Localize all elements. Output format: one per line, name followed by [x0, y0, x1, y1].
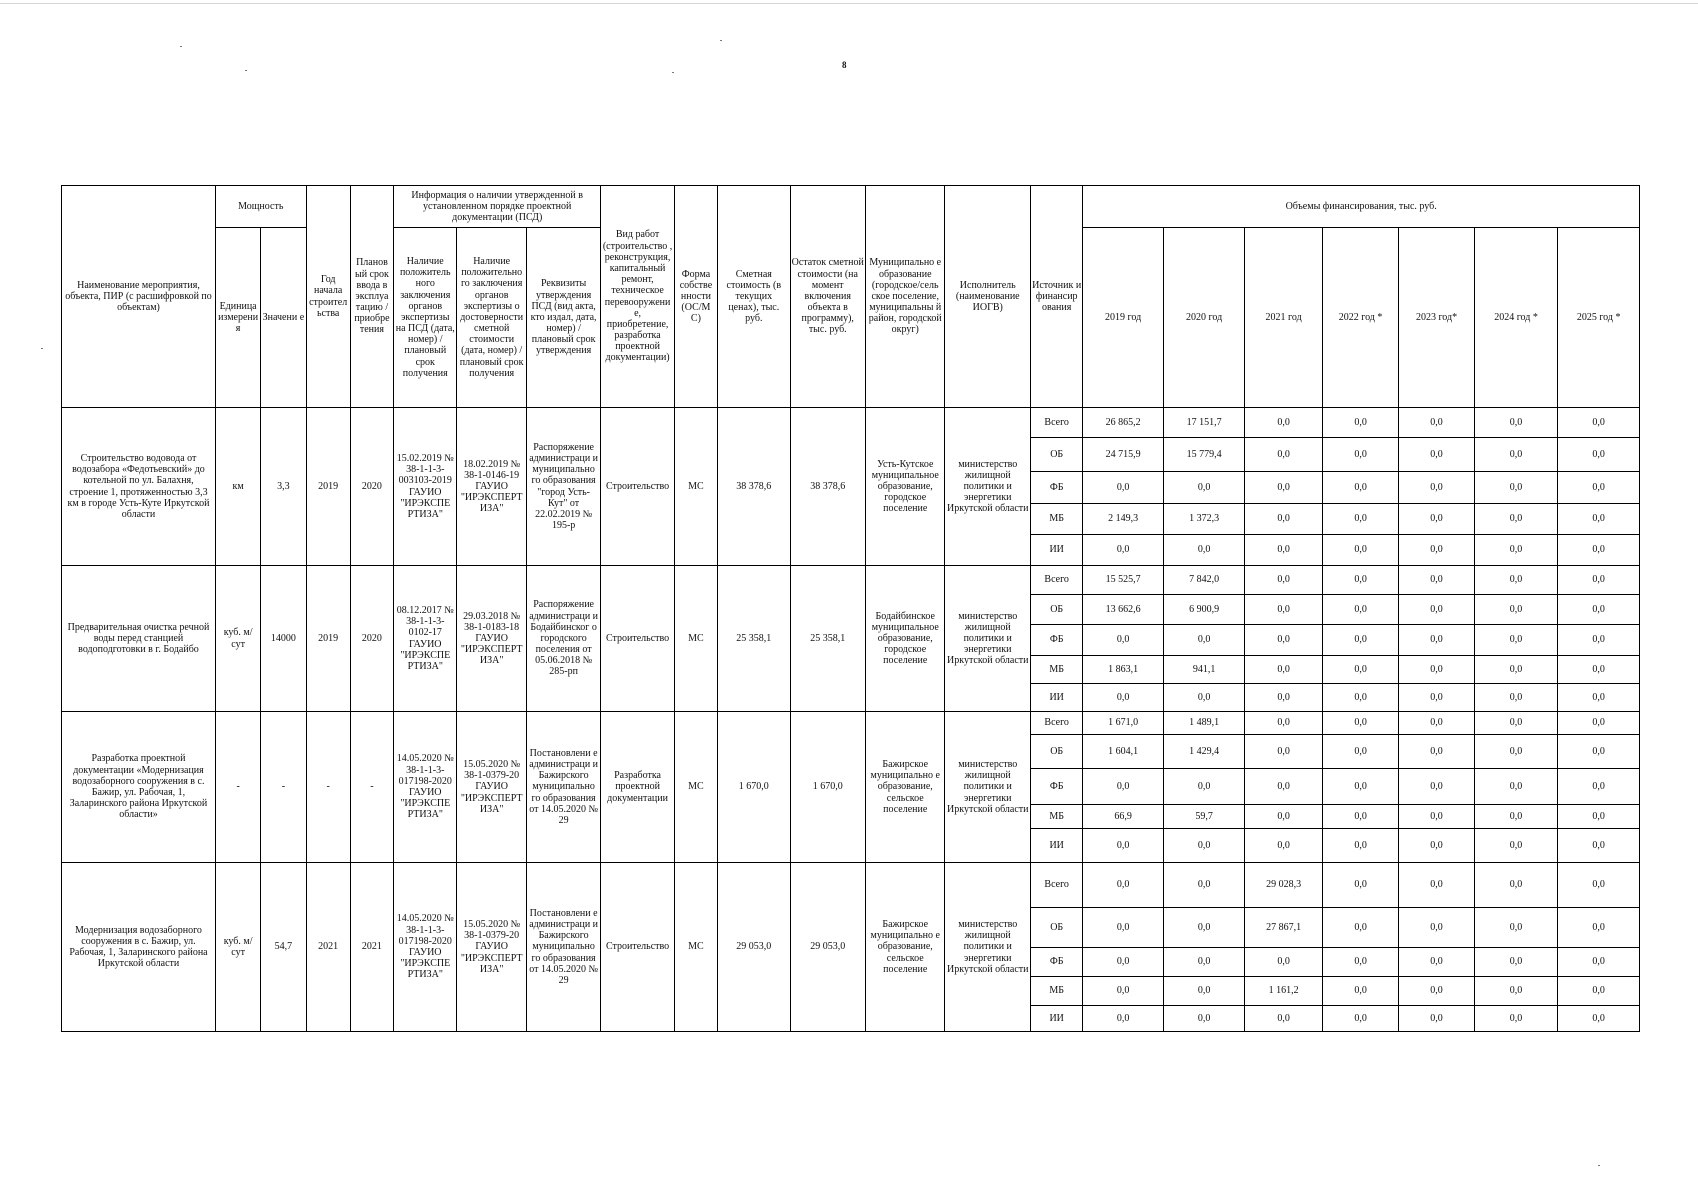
- header-remaining-cost: Остаток сметной стоимости (на момент включения объекта в программу), тыс. руб.: [790, 186, 865, 408]
- cell-funding-value: 0,0: [1322, 684, 1398, 712]
- table-body: [62, 186, 1640, 1032]
- cell-funding-value: 0,0: [1558, 977, 1640, 1006]
- cell-funding-value: 0,0: [1245, 504, 1322, 535]
- cell-funding-value: 0,0: [1399, 625, 1474, 656]
- cell-funding-value: 0,0: [1558, 863, 1640, 908]
- cell-funding-value: 59,7: [1163, 805, 1245, 829]
- cell-funding-value: 0,0: [1245, 735, 1322, 769]
- cell-funding-source: МБ: [1031, 805, 1083, 829]
- cell-funding-value: 0,0: [1558, 1006, 1640, 1032]
- cell-funding-value: 0,0: [1245, 625, 1322, 656]
- cell-funding-value: 26 865,2: [1083, 408, 1164, 438]
- cell-funding-value: 0,0: [1399, 908, 1474, 948]
- cell-funding-value: 0,0: [1558, 504, 1640, 535]
- cell-funding-value: 6 900,9: [1163, 595, 1245, 625]
- cell-psd-reliability: 18.02.2019 № 38-1-0146-19 ГАУИО "ИРЭКСПЕРТ ИЗА": [457, 408, 526, 566]
- cell-estimated-cost: 25 358,1: [718, 566, 790, 712]
- header-work-type: Вид работ (строительство , реконструкция, капитальный ремонт, техническое перевооружени е, приобретение, разработка проектной документации): [601, 186, 674, 408]
- cell-funding-value: 24 715,9: [1083, 438, 1164, 472]
- cell-funding-value: 0,0: [1163, 472, 1245, 504]
- cell-psd-reliability: 15.05.2020 № 38-1-0379-20 ГАУИО "ИРЭКСПЕРТ ИЗА": [457, 712, 526, 863]
- scan-speck: [1598, 1165, 1600, 1166]
- header-municipality: Муниципально е образование (городское/сель ское поселение, муниципальны й район, городской округ): [865, 186, 945, 408]
- cell-funding-value: 0,0: [1399, 977, 1474, 1006]
- cell-unit: куб. м/сут: [215, 863, 260, 1032]
- scan-speck: [180, 46, 182, 47]
- cell-start-year: 2019: [306, 566, 350, 712]
- cell-funding-value: 0,0: [1245, 684, 1322, 712]
- cell-funding-value: 0,0: [1399, 735, 1474, 769]
- cell-funding-value: 0,0: [1474, 408, 1558, 438]
- header-planned-term: Планов ый срок ввода в эксплуа тацию / приобре тения: [350, 186, 393, 408]
- cell-ownership: МС: [674, 863, 717, 1032]
- cell-funding-value: 1 489,1: [1163, 712, 1245, 735]
- cell-funding-value: 0,0: [1322, 504, 1398, 535]
- header-year-2019: 2019 год: [1083, 228, 1164, 408]
- cell-municipality: Бажирское муниципально е образование, сельское поселение: [865, 712, 945, 863]
- page-number: 8: [842, 60, 847, 70]
- cell-funding-value: 13 662,6: [1083, 595, 1164, 625]
- cell-funding-value: 0,0: [1399, 805, 1474, 829]
- cell-funding-value: 0,0: [1083, 977, 1164, 1006]
- cell-funding-value: 0,0: [1083, 472, 1164, 504]
- cell-funding-value: 0,0: [1399, 566, 1474, 595]
- cell-funding-value: 17 151,7: [1163, 408, 1245, 438]
- cell-funding-value: 0,0: [1163, 535, 1245, 566]
- cell-funding-value: 0,0: [1399, 656, 1474, 684]
- cell-value: 54,7: [261, 863, 306, 1032]
- cell-funding-value: 0,0: [1399, 408, 1474, 438]
- cell-start-year: 2021: [306, 863, 350, 1032]
- cell-funding-value: 0,0: [1083, 1006, 1164, 1032]
- cell-funding-source: ИИ: [1031, 1006, 1083, 1032]
- cell-funding-value: 0,0: [1474, 625, 1558, 656]
- cell-value: 14000: [261, 566, 306, 712]
- header-estimated-cost: Сметная стоимость (в текущих ценах), тыс. руб.: [718, 186, 790, 408]
- cell-funding-value: 0,0: [1399, 1006, 1474, 1032]
- cell-psd-approval: Распоряжение администраци и муниципально го образования "город Усть-Кут" от 22.02.2019 № 195-р: [526, 408, 600, 566]
- cell-funding-value: 0,0: [1322, 863, 1398, 908]
- table-row: [62, 408, 1640, 438]
- cell-funding-value: 0,0: [1245, 566, 1322, 595]
- cell-funding-value: 0,0: [1083, 863, 1164, 908]
- cell-funding-source: ФБ: [1031, 472, 1083, 504]
- cell-funding-source: МБ: [1031, 977, 1083, 1006]
- header-executor: Исполнитель (наименование ИОГВ): [945, 186, 1031, 408]
- cell-funding-value: 0,0: [1399, 948, 1474, 977]
- cell-funding-value: 15 779,4: [1163, 438, 1245, 472]
- cell-municipality: Бажирское муниципально е образование, сельское поселение: [865, 863, 945, 1032]
- cell-name: Предварительная очистка речной воды перед станцией водоподготовки в г. Бодайбо: [62, 566, 216, 712]
- cell-funding-value: 0,0: [1399, 712, 1474, 735]
- cell-psd-expertise: 14.05.2020 № 38-1-1-3-017198-2020 ГАУИО "ИРЭКСПЕ РТИЗА": [394, 863, 457, 1032]
- cell-funding-value: 0,0: [1163, 908, 1245, 948]
- cell-funding-value: 1 671,0: [1083, 712, 1164, 735]
- cell-psd-approval: Постановлени е администраци и Бажирского муниципально го образования от 14.05.2020 № 29: [526, 712, 600, 863]
- cell-funding-source: ОБ: [1031, 735, 1083, 769]
- cell-funding-value: 0,0: [1399, 684, 1474, 712]
- cell-funding-value: 0,0: [1558, 908, 1640, 948]
- cell-funding-source: ОБ: [1031, 595, 1083, 625]
- cell-funding-value: 0,0: [1558, 535, 1640, 566]
- scan-speck: [720, 40, 722, 41]
- header-psd-info: Информация о наличии утвержденной в установленном порядке проектной документации (ПСД): [394, 186, 601, 228]
- cell-funding-value: 0,0: [1474, 472, 1558, 504]
- header-psd-expertise: Наличие положитель ного заключения органов экспертизы на ПСД (дата, номер) / плановый срок получения: [394, 228, 457, 408]
- cell-ownership: МС: [674, 408, 717, 566]
- cell-unit: куб. м/сут: [215, 566, 260, 712]
- cell-executor: министерство жилищной политики и энергетики Иркутской области: [945, 566, 1031, 712]
- cell-funding-value: 0,0: [1083, 829, 1164, 863]
- cell-estimated-cost: 38 378,6: [718, 408, 790, 566]
- cell-estimated-cost: 1 670,0: [718, 712, 790, 863]
- cell-unit: -: [215, 712, 260, 863]
- header-year-2022: 2022 год *: [1322, 228, 1398, 408]
- scan-speck: [245, 70, 247, 71]
- cell-funding-value: 66,9: [1083, 805, 1164, 829]
- cell-funding-value: 0,0: [1474, 504, 1558, 535]
- cell-funding-value: 0,0: [1474, 769, 1558, 805]
- cell-funding-value: 0,0: [1558, 735, 1640, 769]
- cell-funding-value: 0,0: [1322, 712, 1398, 735]
- header-row-1: [62, 186, 1640, 228]
- cell-funding-value: 0,0: [1399, 535, 1474, 566]
- cell-funding-value: 0,0: [1399, 595, 1474, 625]
- cell-funding-value: 0,0: [1558, 829, 1640, 863]
- cell-funding-value: 0,0: [1245, 472, 1322, 504]
- cell-funding-value: 0,0: [1163, 948, 1245, 977]
- cell-funding-value: 1 863,1: [1083, 656, 1164, 684]
- cell-funding-value: 0,0: [1474, 805, 1558, 829]
- cell-funding-value: 0,0: [1163, 769, 1245, 805]
- cell-funding-source: ОБ: [1031, 908, 1083, 948]
- cell-funding-value: 0,0: [1558, 625, 1640, 656]
- cell-funding-value: 27 867,1: [1245, 908, 1322, 948]
- header-year-2023: 2023 год*: [1399, 228, 1474, 408]
- cell-funding-value: 0,0: [1558, 408, 1640, 438]
- table-row: [62, 712, 1640, 735]
- header-capacity-value: Значени е: [261, 228, 306, 408]
- cell-funding-value: 0,0: [1245, 656, 1322, 684]
- cell-funding-value: 0,0: [1322, 735, 1398, 769]
- cell-funding-value: 0,0: [1083, 535, 1164, 566]
- cell-unit: км: [215, 408, 260, 566]
- cell-funding-source: ФБ: [1031, 625, 1083, 656]
- cell-funding-value: 0,0: [1322, 805, 1398, 829]
- cell-psd-approval: Распоряжение администраци и Бодайбинског о городского поселения от 05.06.2018 № 285-рп: [526, 566, 600, 712]
- cell-start-year: 2019: [306, 408, 350, 566]
- cell-ownership: МС: [674, 566, 717, 712]
- cell-funding-source: МБ: [1031, 504, 1083, 535]
- cell-funding-value: 0,0: [1245, 408, 1322, 438]
- cell-funding-value: 0,0: [1474, 712, 1558, 735]
- header-year-2020: 2020 год: [1163, 228, 1245, 408]
- cell-funding-value: 15 525,7: [1083, 566, 1164, 595]
- header-year-2024: 2024 год *: [1474, 228, 1558, 408]
- cell-funding-value: 0,0: [1474, 535, 1558, 566]
- cell-funding-source: МБ: [1031, 656, 1083, 684]
- cell-funding-source: ИИ: [1031, 535, 1083, 566]
- cell-funding-value: 0,0: [1322, 948, 1398, 977]
- financing-table: [61, 185, 1640, 1032]
- cell-estimated-cost: 29 053,0: [718, 863, 790, 1032]
- cell-funding-source: Всего: [1031, 863, 1083, 908]
- header-funding-volumes: Объемы финансирования, тыс. руб.: [1083, 186, 1640, 228]
- cell-funding-value: 0,0: [1322, 438, 1398, 472]
- cell-funding-value: 2 149,3: [1083, 504, 1164, 535]
- header-year-2025: 2025 год *: [1558, 228, 1640, 408]
- cell-funding-value: 0,0: [1163, 977, 1245, 1006]
- cell-funding-value: 0,0: [1322, 595, 1398, 625]
- cell-funding-value: 0,0: [1163, 625, 1245, 656]
- header-year-2021: 2021 год: [1245, 228, 1322, 408]
- cell-funding-value: 0,0: [1245, 948, 1322, 977]
- header-capacity-unit: Единица измерени я: [215, 228, 260, 408]
- cell-funding-value: 0,0: [1083, 769, 1164, 805]
- cell-work-type: Строительство: [601, 863, 674, 1032]
- cell-funding-value: 0,0: [1558, 595, 1640, 625]
- cell-planned-term: -: [350, 712, 393, 863]
- cell-funding-value: 0,0: [1245, 829, 1322, 863]
- cell-funding-value: 0,0: [1322, 829, 1398, 863]
- cell-remaining-cost: 25 358,1: [790, 566, 865, 712]
- cell-funding-value: 0,0: [1245, 805, 1322, 829]
- cell-funding-value: 0,0: [1399, 769, 1474, 805]
- cell-funding-value: 0,0: [1163, 863, 1245, 908]
- cell-funding-value: 0,0: [1474, 977, 1558, 1006]
- cell-executor: министерство жилищной политики и энергетики Иркутской области: [945, 408, 1031, 566]
- cell-name: Модернизация водозаборного сооружения в с. Бажир, ул. Рабочая, 1, Заларинского района Иркутской области: [62, 863, 216, 1032]
- cell-remaining-cost: 29 053,0: [790, 863, 865, 1032]
- cell-funding-value: 0,0: [1399, 438, 1474, 472]
- cell-value: 3,3: [261, 408, 306, 566]
- cell-funding-value: 0,0: [1558, 656, 1640, 684]
- top-border-line: [0, 3, 1698, 4]
- header-psd-reliability: Наличие положительно го заключения органов экспертизы о достоверности сметной стоимости (дата, номер) / плановый срок получения: [457, 228, 526, 408]
- cell-funding-value: 0,0: [1322, 408, 1398, 438]
- cell-funding-value: 1 372,3: [1163, 504, 1245, 535]
- cell-executor: министерство жилищной политики и энергетики Иркутской области: [945, 712, 1031, 863]
- cell-funding-value: 0,0: [1474, 656, 1558, 684]
- cell-funding-value: 0,0: [1399, 863, 1474, 908]
- cell-work-type: Строительство: [601, 566, 674, 712]
- header-name: Наименование мероприятия, объекта, ПИР (с расшифровкой по объектам): [62, 186, 216, 408]
- cell-funding-value: 0,0: [1399, 472, 1474, 504]
- cell-ownership: МС: [674, 712, 717, 863]
- cell-planned-term: 2020: [350, 408, 393, 566]
- cell-funding-source: ИИ: [1031, 829, 1083, 863]
- cell-funding-source: ОБ: [1031, 438, 1083, 472]
- cell-funding-value: 1 604,1: [1083, 735, 1164, 769]
- cell-funding-value: 0,0: [1245, 1006, 1322, 1032]
- cell-funding-value: 0,0: [1083, 948, 1164, 977]
- cell-psd-reliability: 29.03.2018 № 38-1-0183-18 ГАУИО "ИРЭКСПЕРТ ИЗА": [457, 566, 526, 712]
- cell-funding-value: 0,0: [1558, 566, 1640, 595]
- cell-funding-value: 0,0: [1322, 769, 1398, 805]
- cell-funding-value: 0,0: [1399, 504, 1474, 535]
- cell-funding-value: 0,0: [1322, 656, 1398, 684]
- cell-funding-value: 0,0: [1322, 566, 1398, 595]
- cell-funding-value: 0,0: [1245, 769, 1322, 805]
- cell-work-type: Строительство: [601, 408, 674, 566]
- header-psd-approval: Реквизиты утверждения ПСД (вид акта, кто издал, дата, номер) / плановый срок утверждения: [526, 228, 600, 408]
- header-start-year: Год начала строител ьства: [306, 186, 350, 408]
- cell-funding-source: Всего: [1031, 408, 1083, 438]
- cell-name: Строительство водовода от водозабора «Федотьевский» до котельной по ул. Балахня, строение 1, протяженностью 3,3 км в городе Усть-Куте Иркутской области: [62, 408, 216, 566]
- cell-funding-value: 0,0: [1558, 769, 1640, 805]
- cell-funding-value: 0,0: [1322, 1006, 1398, 1032]
- cell-remaining-cost: 38 378,6: [790, 408, 865, 566]
- cell-funding-value: 0,0: [1474, 566, 1558, 595]
- cell-funding-value: 29 028,3: [1245, 863, 1322, 908]
- cell-municipality: Усть-Кутское муниципальное образование, городское поселение: [865, 408, 945, 566]
- cell-funding-value: 0,0: [1558, 805, 1640, 829]
- cell-funding-source: ФБ: [1031, 769, 1083, 805]
- cell-name: Разработка проектной документации «Модернизация водозаборного сооружения в с. Бажир, ул. Рабочая, 1, Заларинского района Иркутской области»: [62, 712, 216, 863]
- cell-funding-value: 1 161,2: [1245, 977, 1322, 1006]
- header-capacity: Мощность: [215, 186, 306, 228]
- cell-funding-value: 0,0: [1322, 535, 1398, 566]
- cell-funding-value: 1 429,4: [1163, 735, 1245, 769]
- cell-funding-value: 0,0: [1558, 712, 1640, 735]
- cell-funding-value: 0,0: [1399, 829, 1474, 863]
- scan-speck: [41, 348, 43, 349]
- cell-psd-approval: Постановлени е администраци и Бажирского муниципально го образования от 14.05.2020 № 29: [526, 863, 600, 1032]
- cell-funding-value: 0,0: [1322, 977, 1398, 1006]
- cell-funding-value: 0,0: [1245, 595, 1322, 625]
- cell-remaining-cost: 1 670,0: [790, 712, 865, 863]
- cell-funding-value: 0,0: [1474, 863, 1558, 908]
- cell-funding-value: 0,0: [1322, 908, 1398, 948]
- scan-speck: [672, 72, 674, 73]
- cell-psd-expertise: 14.05.2020 № 38-1-1-3-017198-2020 ГАУИО "ИРЭКСПЕ РТИЗА": [394, 712, 457, 863]
- cell-funding-value: 0,0: [1322, 472, 1398, 504]
- cell-executor: министерство жилищной политики и энергетики Иркутской области: [945, 863, 1031, 1032]
- header-ownership: Форма собстве нности (ОС/М С): [674, 186, 717, 408]
- cell-funding-value: 0,0: [1474, 595, 1558, 625]
- cell-funding-value: 941,1: [1163, 656, 1245, 684]
- cell-psd-expertise: 15.02.2019 № 38-1-1-3-003103-2019 ГАУИО "ИРЭКСПЕ РТИЗА": [394, 408, 457, 566]
- cell-planned-term: 2020: [350, 566, 393, 712]
- cell-value: -: [261, 712, 306, 863]
- cell-funding-value: 0,0: [1474, 948, 1558, 977]
- cell-funding-value: 0,0: [1558, 684, 1640, 712]
- cell-funding-value: 0,0: [1474, 735, 1558, 769]
- header-funding-source: Источник и финансир ования: [1031, 186, 1083, 408]
- cell-municipality: Бодайбинское муниципальное образование, городское поселение: [865, 566, 945, 712]
- cell-funding-value: 0,0: [1083, 684, 1164, 712]
- cell-funding-value: 0,0: [1245, 535, 1322, 566]
- cell-funding-value: 0,0: [1163, 829, 1245, 863]
- cell-funding-value: 0,0: [1322, 625, 1398, 656]
- table-row: [62, 566, 1640, 595]
- cell-psd-reliability: 15.05.2020 № 38-1-0379-20 ГАУИО "ИРЭКСПЕРТ ИЗА": [457, 863, 526, 1032]
- cell-funding-value: 0,0: [1558, 438, 1640, 472]
- table-row: [62, 863, 1640, 908]
- cell-funding-source: Всего: [1031, 712, 1083, 735]
- cell-funding-value: 0,0: [1558, 472, 1640, 504]
- cell-funding-value: 0,0: [1474, 684, 1558, 712]
- cell-psd-expertise: 08.12.2017 № 38-1-1-3-0102-17 ГАУИО "ИРЭКСПЕ РТИЗА": [394, 566, 457, 712]
- cell-funding-source: ИИ: [1031, 684, 1083, 712]
- cell-funding-value: 0,0: [1083, 625, 1164, 656]
- cell-planned-term: 2021: [350, 863, 393, 1032]
- cell-funding-value: 7 842,0: [1163, 566, 1245, 595]
- cell-funding-source: ФБ: [1031, 948, 1083, 977]
- cell-funding-value: 0,0: [1245, 438, 1322, 472]
- cell-funding-value: 0,0: [1083, 908, 1164, 948]
- cell-start-year: -: [306, 712, 350, 863]
- cell-funding-value: 0,0: [1163, 1006, 1245, 1032]
- cell-funding-value: 0,0: [1474, 438, 1558, 472]
- cell-funding-value: 0,0: [1474, 829, 1558, 863]
- cell-work-type: Разработка проектной документации: [601, 712, 674, 863]
- cell-funding-value: 0,0: [1163, 684, 1245, 712]
- cell-funding-value: 0,0: [1474, 908, 1558, 948]
- cell-funding-value: 0,0: [1245, 712, 1322, 735]
- cell-funding-source: Всего: [1031, 566, 1083, 595]
- cell-funding-value: 0,0: [1558, 948, 1640, 977]
- cell-funding-value: 0,0: [1474, 1006, 1558, 1032]
